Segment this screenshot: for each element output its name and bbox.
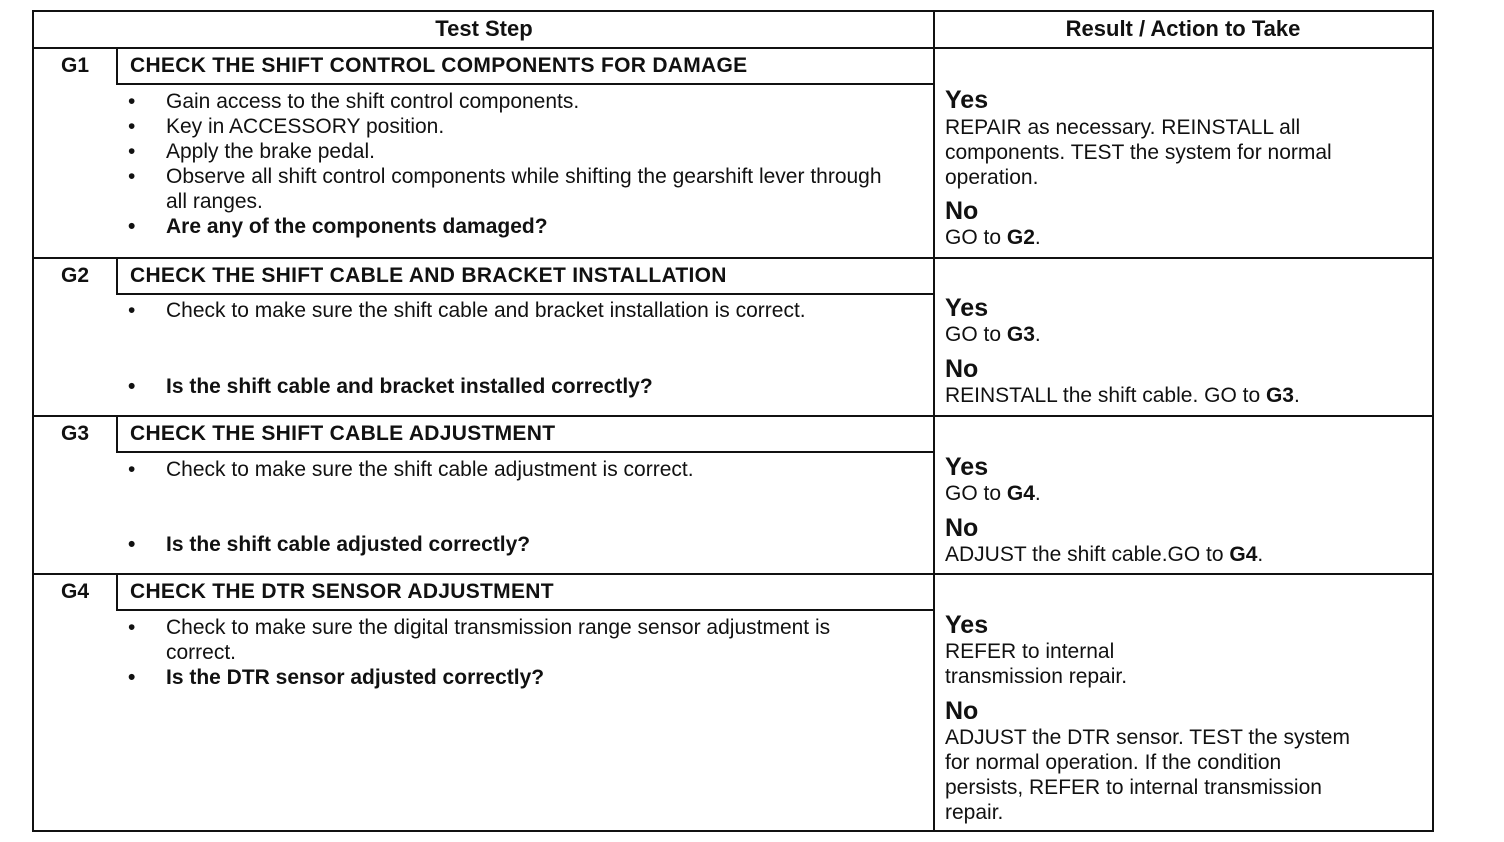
divider — [116, 609, 934, 611]
step-id: G4 — [60, 580, 89, 603]
yes-label: Yes — [945, 86, 989, 114]
divider — [116, 293, 934, 295]
result-cell — [935, 575, 1432, 830]
yes-text: REPAIR as necessary. REINSTALL all components. TEST the system for normal operation. — [945, 116, 1332, 189]
divider — [116, 451, 934, 453]
diagnostic-table — [32, 10, 1434, 832]
bullet-question: Are any of the components damaged? — [166, 215, 548, 238]
step-bullets: • Check to make sure the digital transmission range sensor adjustment is correct. • Is the DTR sensor adjusted correctly? — [118, 615, 933, 715]
header-test-step: Test Step — [435, 16, 533, 41]
yes-label: Yes — [945, 294, 989, 322]
no-text: GO to G2. — [945, 226, 1041, 249]
no-text: REINSTALL the shift cable. GO to G3. — [945, 384, 1300, 407]
bullet-text: Apply the brake pedal. — [166, 140, 375, 163]
bullet-text: Key in ACCESSORY position. — [166, 115, 445, 138]
bullet-text: Gain access to the shift control components. — [166, 90, 580, 113]
yes-label: Yes — [945, 453, 989, 481]
bullet-question: Is the DTR sensor adjusted correctly? — [166, 666, 545, 689]
step-title: CHECK THE DTR SENSOR ADJUSTMENT — [130, 580, 554, 603]
no-label: No — [945, 697, 979, 725]
bullet-question: Is the shift cable adjusted correctly? — [166, 533, 531, 556]
step-bullets: • Gain access to the shift control components. • Key in ACCESSORY position. • Apply the brake pedal. • Observe all shift control components while shifting the gearshift lever through all ranges. • Are any of the components damaged? — [118, 89, 933, 259]
bullet-text: Check to make sure the shift cable adjustment is correct. — [166, 458, 694, 481]
yes-text: GO to G3. — [945, 323, 1041, 346]
no-text: ADJUST the shift cable.GO to G4. — [945, 543, 1264, 566]
no-label: No — [945, 514, 979, 542]
step-bullets: • Check to make sure the shift cable and bracket installation is correct. • Is the shift cable and bracket installed correctly? — [118, 298, 933, 408]
step-title: CHECK THE SHIFT CONTROL COMPONENTS FOR DAMAGE — [130, 54, 748, 77]
step-title: CHECK THE SHIFT CABLE ADJUSTMENT — [130, 422, 556, 445]
result-cell — [935, 259, 1432, 415]
bullet-text: Check to make sure the digital transmission range sensor adjustment is correct. — [166, 616, 831, 664]
bullet-text: Observe all shift control components while shifting the gearshift lever through all ranges. — [166, 165, 882, 213]
header-result: Result / Action to Take — [1065, 16, 1301, 41]
divider — [116, 83, 934, 85]
yes-text: GO to G4. — [945, 482, 1041, 505]
yes-label: Yes — [945, 611, 989, 639]
result-cell — [935, 417, 1432, 573]
step-id: G2 — [60, 264, 89, 287]
step-id: G1 — [60, 54, 89, 77]
no-text: ADJUST the DTR sensor. TEST the system for normal operation. If the condition persists, REFER to internal transmission repair. — [945, 726, 1350, 824]
no-label: No — [945, 197, 979, 225]
step-bullets: • Check to make sure the shift cable adjustment is correct. • Is the shift cable adjusted correctly? — [118, 457, 933, 567]
step-title: CHECK THE SHIFT CABLE AND BRACKET INSTALLATION — [130, 264, 727, 287]
yes-text: REFER to internal transmission repair. — [945, 640, 1128, 688]
bullet-question: Is the shift cable and bracket installed correctly? — [166, 375, 653, 398]
bullet-text: Check to make sure the shift cable and bracket installation is correct. — [166, 299, 806, 322]
no-label: No — [945, 355, 979, 383]
result-cell — [935, 49, 1432, 257]
step-id: G3 — [60, 422, 89, 445]
